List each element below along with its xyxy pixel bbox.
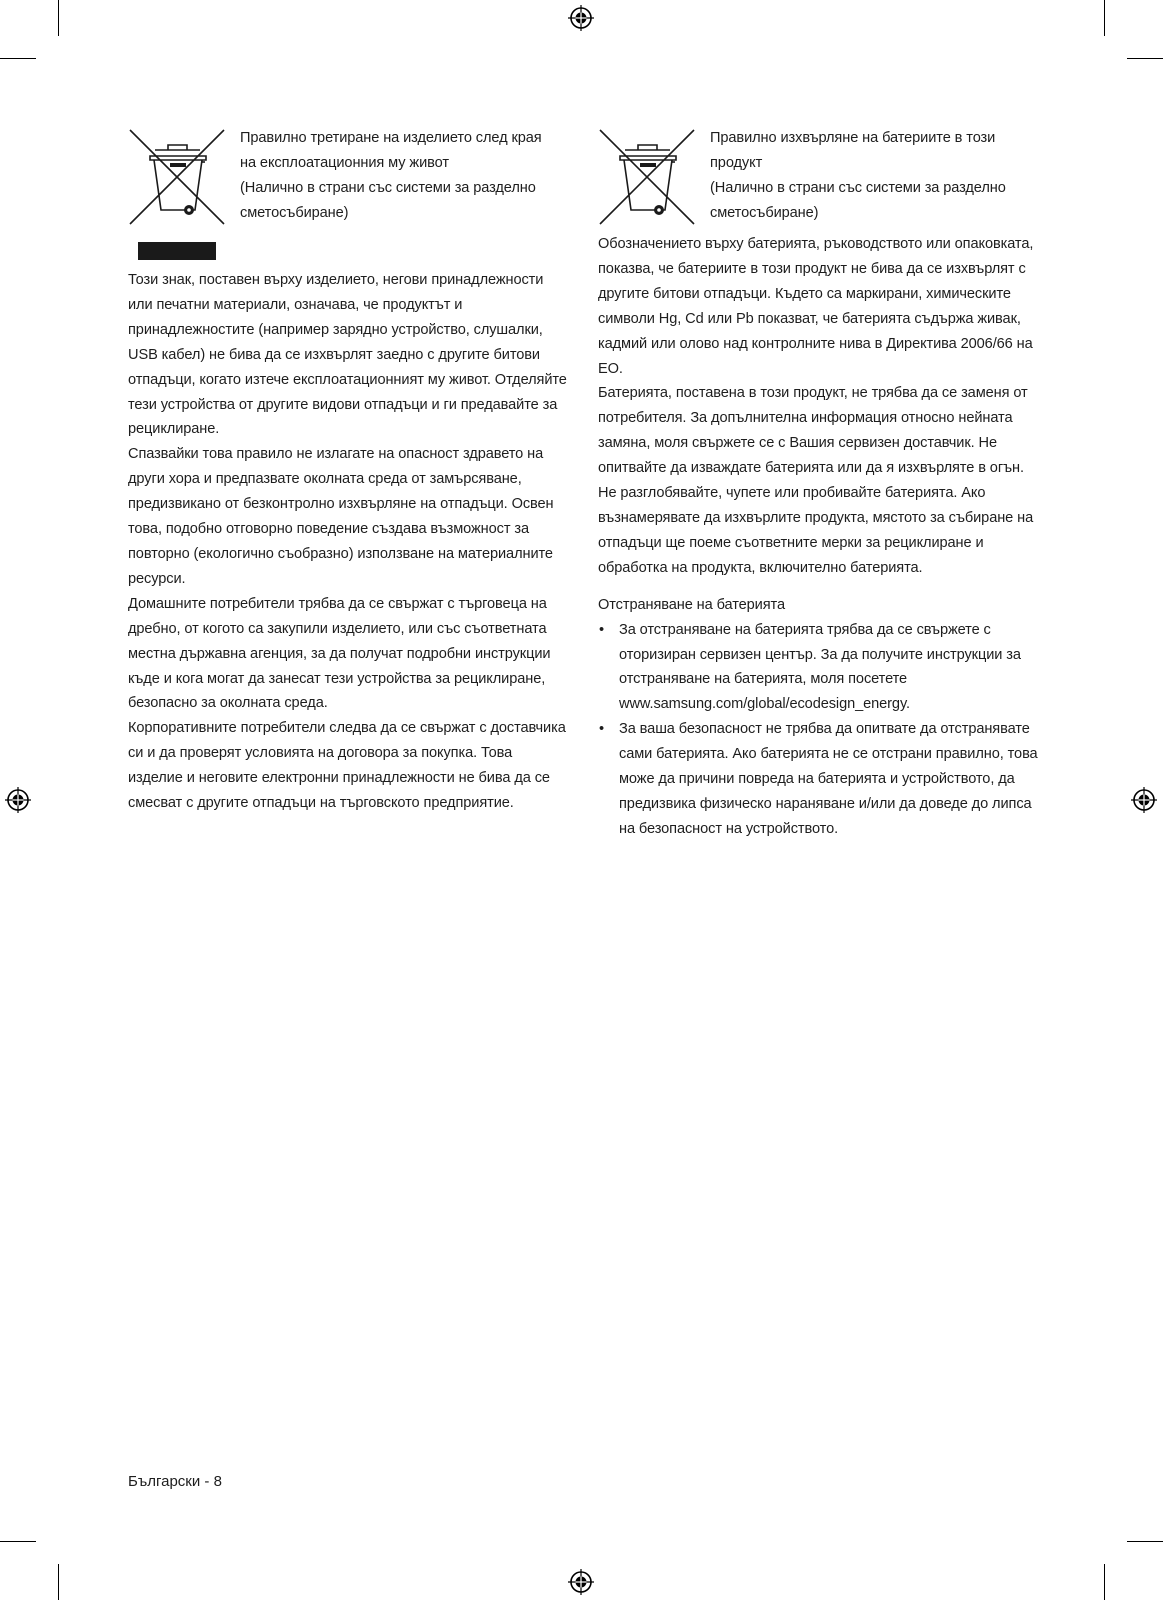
- registration-crosshair-icon: [1131, 787, 1157, 813]
- weee-disposal-section: [128, 126, 568, 816]
- battery-removal-list: [598, 618, 1038, 842]
- section-body: [128, 268, 568, 816]
- heading-line: продукт: [710, 154, 763, 171]
- body-paragraph: Този знак, поставен върху изделието, негови принадлежности или печатни материали, означава, че продуктът и принадлежностите (например зарядно устройство, слушалки, USB кабел) не бива да се изхвърлят заедно с другите битови отпадъци, когато изтече експлоатационният му живот. Отделяйте тези устройства от другите видови отпадъци и ги предавайте за рециклиране.: [128, 272, 567, 438]
- registration-crosshair-icon: [568, 1569, 594, 1595]
- section-header: [598, 126, 1038, 226]
- section-heading: [240, 126, 568, 226]
- crop-mark: [1127, 58, 1163, 59]
- section-heading: [710, 126, 1038, 226]
- section-body: [598, 232, 1038, 842]
- crossed-out-wheelie-bin-icon: [598, 128, 696, 226]
- body-paragraph: Спазвайки това правило не излагате на опасност здравето на други хора и предпазвате околната среда от замърсяване, предизвикано от безконтролно изхвърляне на отпадъци. Освен това, подобно отговорно поведение създава възможност за повторно (екологично съобразно) използване на материалните ресурси.: [128, 446, 554, 587]
- battery-disposal-section: [598, 126, 1038, 842]
- heading-line: (Налично в страни със системи за разделно: [240, 179, 536, 196]
- registration-crosshair-icon: [568, 5, 594, 31]
- crop-mark: [1127, 1541, 1163, 1542]
- crossed-out-wheelie-bin-icon: [128, 128, 226, 226]
- section-header: [128, 126, 568, 226]
- page-number: Български - 8: [128, 1473, 222, 1490]
- heading-line: Правилно третиране на изделието след края: [240, 130, 542, 146]
- heading-line: на експлоатационния му живот: [240, 154, 449, 171]
- body-paragraph: Батерията, поставена в този продукт, не трябва да се заменя от потребителя. За допълнителна информация относно нейната замяна, моля свържете се с Вашия сервизен доставчик. Не опитвайте да изваждате батерията или да я изхвърляте в огън. Не разглобявайте, чупете или пробивайте батерията. Ако възнамерявате да изхвърлите продукта, мястото за събиране на отпадъци ще поеме съответните мерки за рециклиране и обработка на продукта, включително батерията.: [598, 385, 1034, 576]
- crop-mark: [58, 1564, 59, 1600]
- heading-line: Правилно изхвърляне на батериите в този: [710, 130, 996, 146]
- crop-mark: [1104, 1564, 1105, 1600]
- body-paragraph: Корпоративните потребители следва да се свържат с доставчика си и да проверят условията на договора за покупка. Това изделие и неговите електронни принадлежности не бива да се смесват с другите отпадъци на търговското предприятие.: [128, 720, 566, 812]
- heading-line: сметосъбиране): [710, 204, 819, 221]
- crop-mark: [1104, 0, 1105, 36]
- separate-collection-bar: [138, 242, 216, 260]
- list-item: • За ваша безопасност не трябва да опитвате да отстранявате сами батерията. Ако батерията не се отстрани правилно, това може да причини повреда на батерията и устройството, да предизвика физическо нараняване и/или да доведе до липса на безопасност на устройството.: [598, 717, 1038, 842]
- crop-mark: [0, 58, 36, 59]
- body-paragraph: Домашните потребители трябва да се свържат с търговеца на дребно, от когото са закупили изделието, или със съответната местна държавна агенция, за да получат подробни инструкции къде и кога могат да занесат тези устройства за рециклиране, безопасно за околната среда.: [128, 595, 551, 712]
- list-item: • За отстраняване на батерията трябва да се свържете с оторизиран сервизен център. За да получите инструкции за отстраняване на батерията, моля посетете www.samsung.com/global/ecodesign_energy.: [598, 618, 1038, 718]
- heading-line: сметосъбиране): [240, 204, 349, 221]
- registration-crosshair-icon: [5, 787, 31, 813]
- heading-line: (Налично в страни със системи за разделно: [710, 179, 1006, 196]
- body-paragraph: Обозначението върху батерията, ръководството или опаковката, показва, че батериите в този продукт не бива да се изхвърлят с другите битови отпадъци. Където са маркирани, химическите символи Hg, Cd или Pb показват, че батерията съдържа живак, кадмий или олово над контролните нива в Директива 2006/66 на ЕО.: [598, 236, 1034, 377]
- crop-mark: [58, 0, 59, 36]
- battery-removal-subheading: Отстраняване на батерията: [598, 596, 785, 613]
- crop-mark: [0, 1541, 36, 1542]
